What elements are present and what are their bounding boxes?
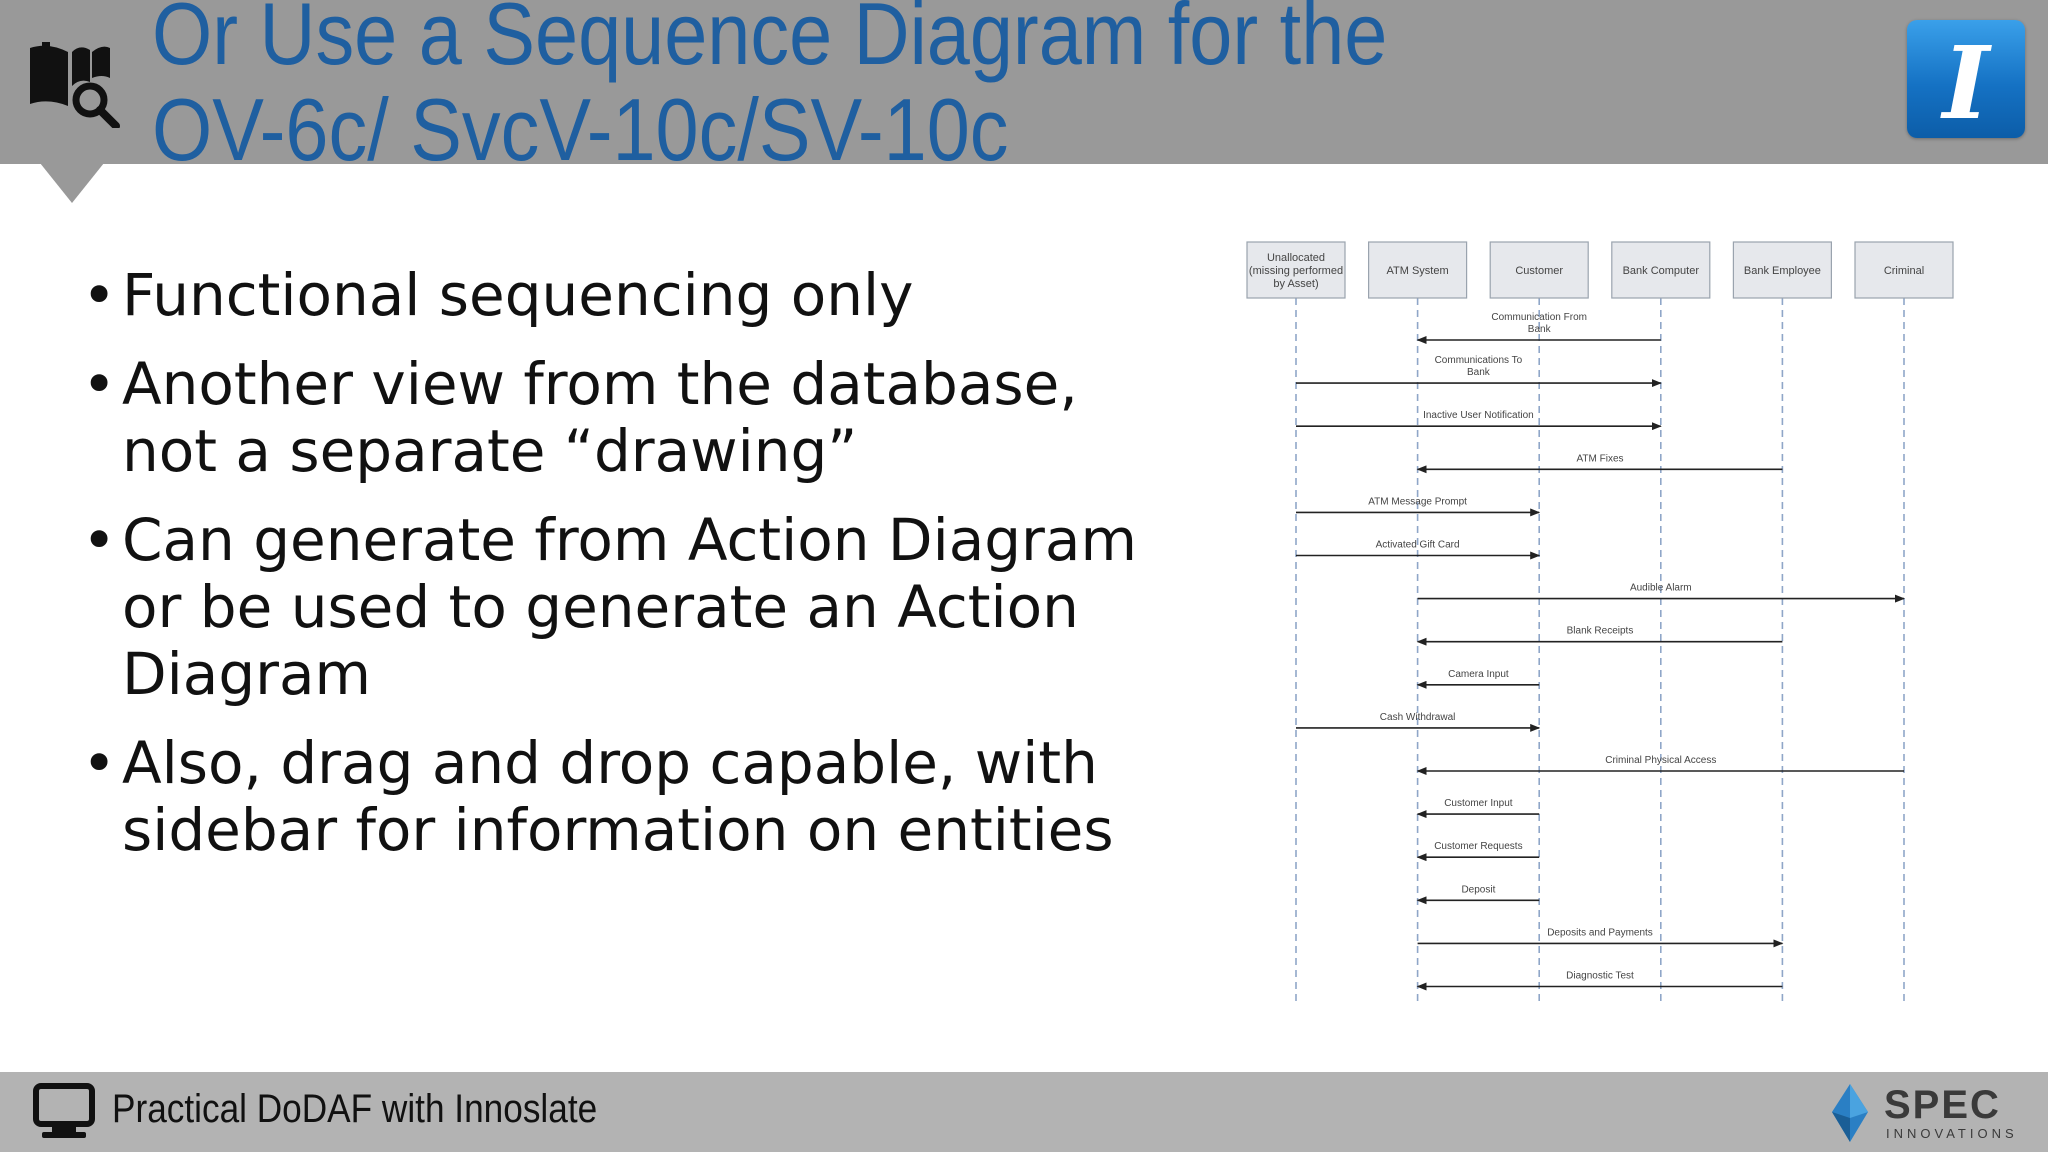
innoslate-logo	[1907, 20, 2025, 138]
message-label: Cash Withdrawal	[1379, 711, 1456, 723]
bullet-text-line: or be used to generate an Action	[122, 573, 1079, 641]
message-label: ATM Fixes	[1576, 453, 1624, 465]
slide-title	[152, 0, 1387, 178]
spec-wordmark: SPEC	[1884, 1083, 2001, 1127]
logo-letter: I	[1942, 24, 1990, 138]
message-label: Inactive User Notification	[1423, 410, 1534, 422]
bullet-item	[82, 730, 1142, 864]
lifeline-label: Criminal	[1883, 265, 1925, 277]
message-label: Customer Requests	[1434, 841, 1523, 853]
message-label: Deposits and Payments	[1547, 927, 1653, 939]
header-notch	[40, 163, 104, 203]
message-label: Activated Gift Card	[1375, 539, 1460, 551]
bullet-text-line: Another view from the database,	[122, 350, 1078, 418]
message-label: Criminal Physical Access	[1605, 755, 1717, 766]
footer-title: Practical DoDAF with Innoslate	[112, 1087, 598, 1131]
bullet-dot: •	[82, 261, 117, 329]
lifeline-label: (missing performed	[1248, 265, 1344, 277]
spec-subtitle: INNOVATIONS	[1886, 1126, 2018, 1141]
bullet-text-line: not a separate “drawing”	[122, 417, 858, 485]
message-label: Bank	[1527, 324, 1551, 335]
bullet-list	[82, 262, 1142, 886]
bullet-dot: •	[82, 350, 117, 418]
bullet-item	[82, 262, 1142, 329]
monitor-icon	[32, 1082, 96, 1142]
sequence-diagram	[1240, 236, 1970, 1012]
spec-innovations-logo	[1828, 1078, 2028, 1148]
bullet-dot: •	[82, 506, 117, 574]
lifeline-label: Unallocated	[1266, 252, 1326, 264]
bullet-text-line: Functional sequencing only	[122, 261, 914, 329]
bullet-text-line: Can generate from Action Diagram	[122, 506, 1137, 574]
lifeline-label: ATM System	[1386, 265, 1449, 277]
lifeline-label: by Asset)	[1273, 278, 1319, 290]
lifeline-label: Customer	[1515, 265, 1564, 277]
message-label: Communication From	[1491, 312, 1587, 323]
message-label: Audible Alarm	[1629, 582, 1692, 594]
message-label: Communications To	[1434, 355, 1523, 367]
bullet-text-line: sidebar for information on entities	[122, 796, 1114, 864]
bullet-text-line: Also, drag and drop capable, with	[122, 729, 1098, 797]
bullet-item	[82, 351, 1142, 485]
message-label: Customer Input	[1444, 798, 1513, 810]
message-label: Diagnostic Test	[1566, 970, 1634, 982]
message-label: Camera Input	[1448, 668, 1509, 680]
lifeline-label: Bank Computer	[1622, 265, 1700, 277]
bullet-text-line: Diagram	[122, 640, 372, 708]
lifeline-label: Bank Employee	[1743, 265, 1821, 277]
bullet-dot: •	[82, 729, 117, 797]
slide-title-line: OV-6c/ SvcV-10c/SV-10c	[152, 80, 1009, 179]
slide-title-line: Or Use a Sequence Diagram for the	[152, 0, 1388, 83]
message-label: Deposit	[1461, 884, 1496, 896]
message-label: Bank	[1467, 367, 1490, 379]
bullet-item	[82, 507, 1142, 708]
message-label: Blank Receipts	[1566, 625, 1634, 637]
message-label: ATM Message Prompt	[1368, 496, 1467, 508]
book-search-icon	[28, 38, 120, 128]
